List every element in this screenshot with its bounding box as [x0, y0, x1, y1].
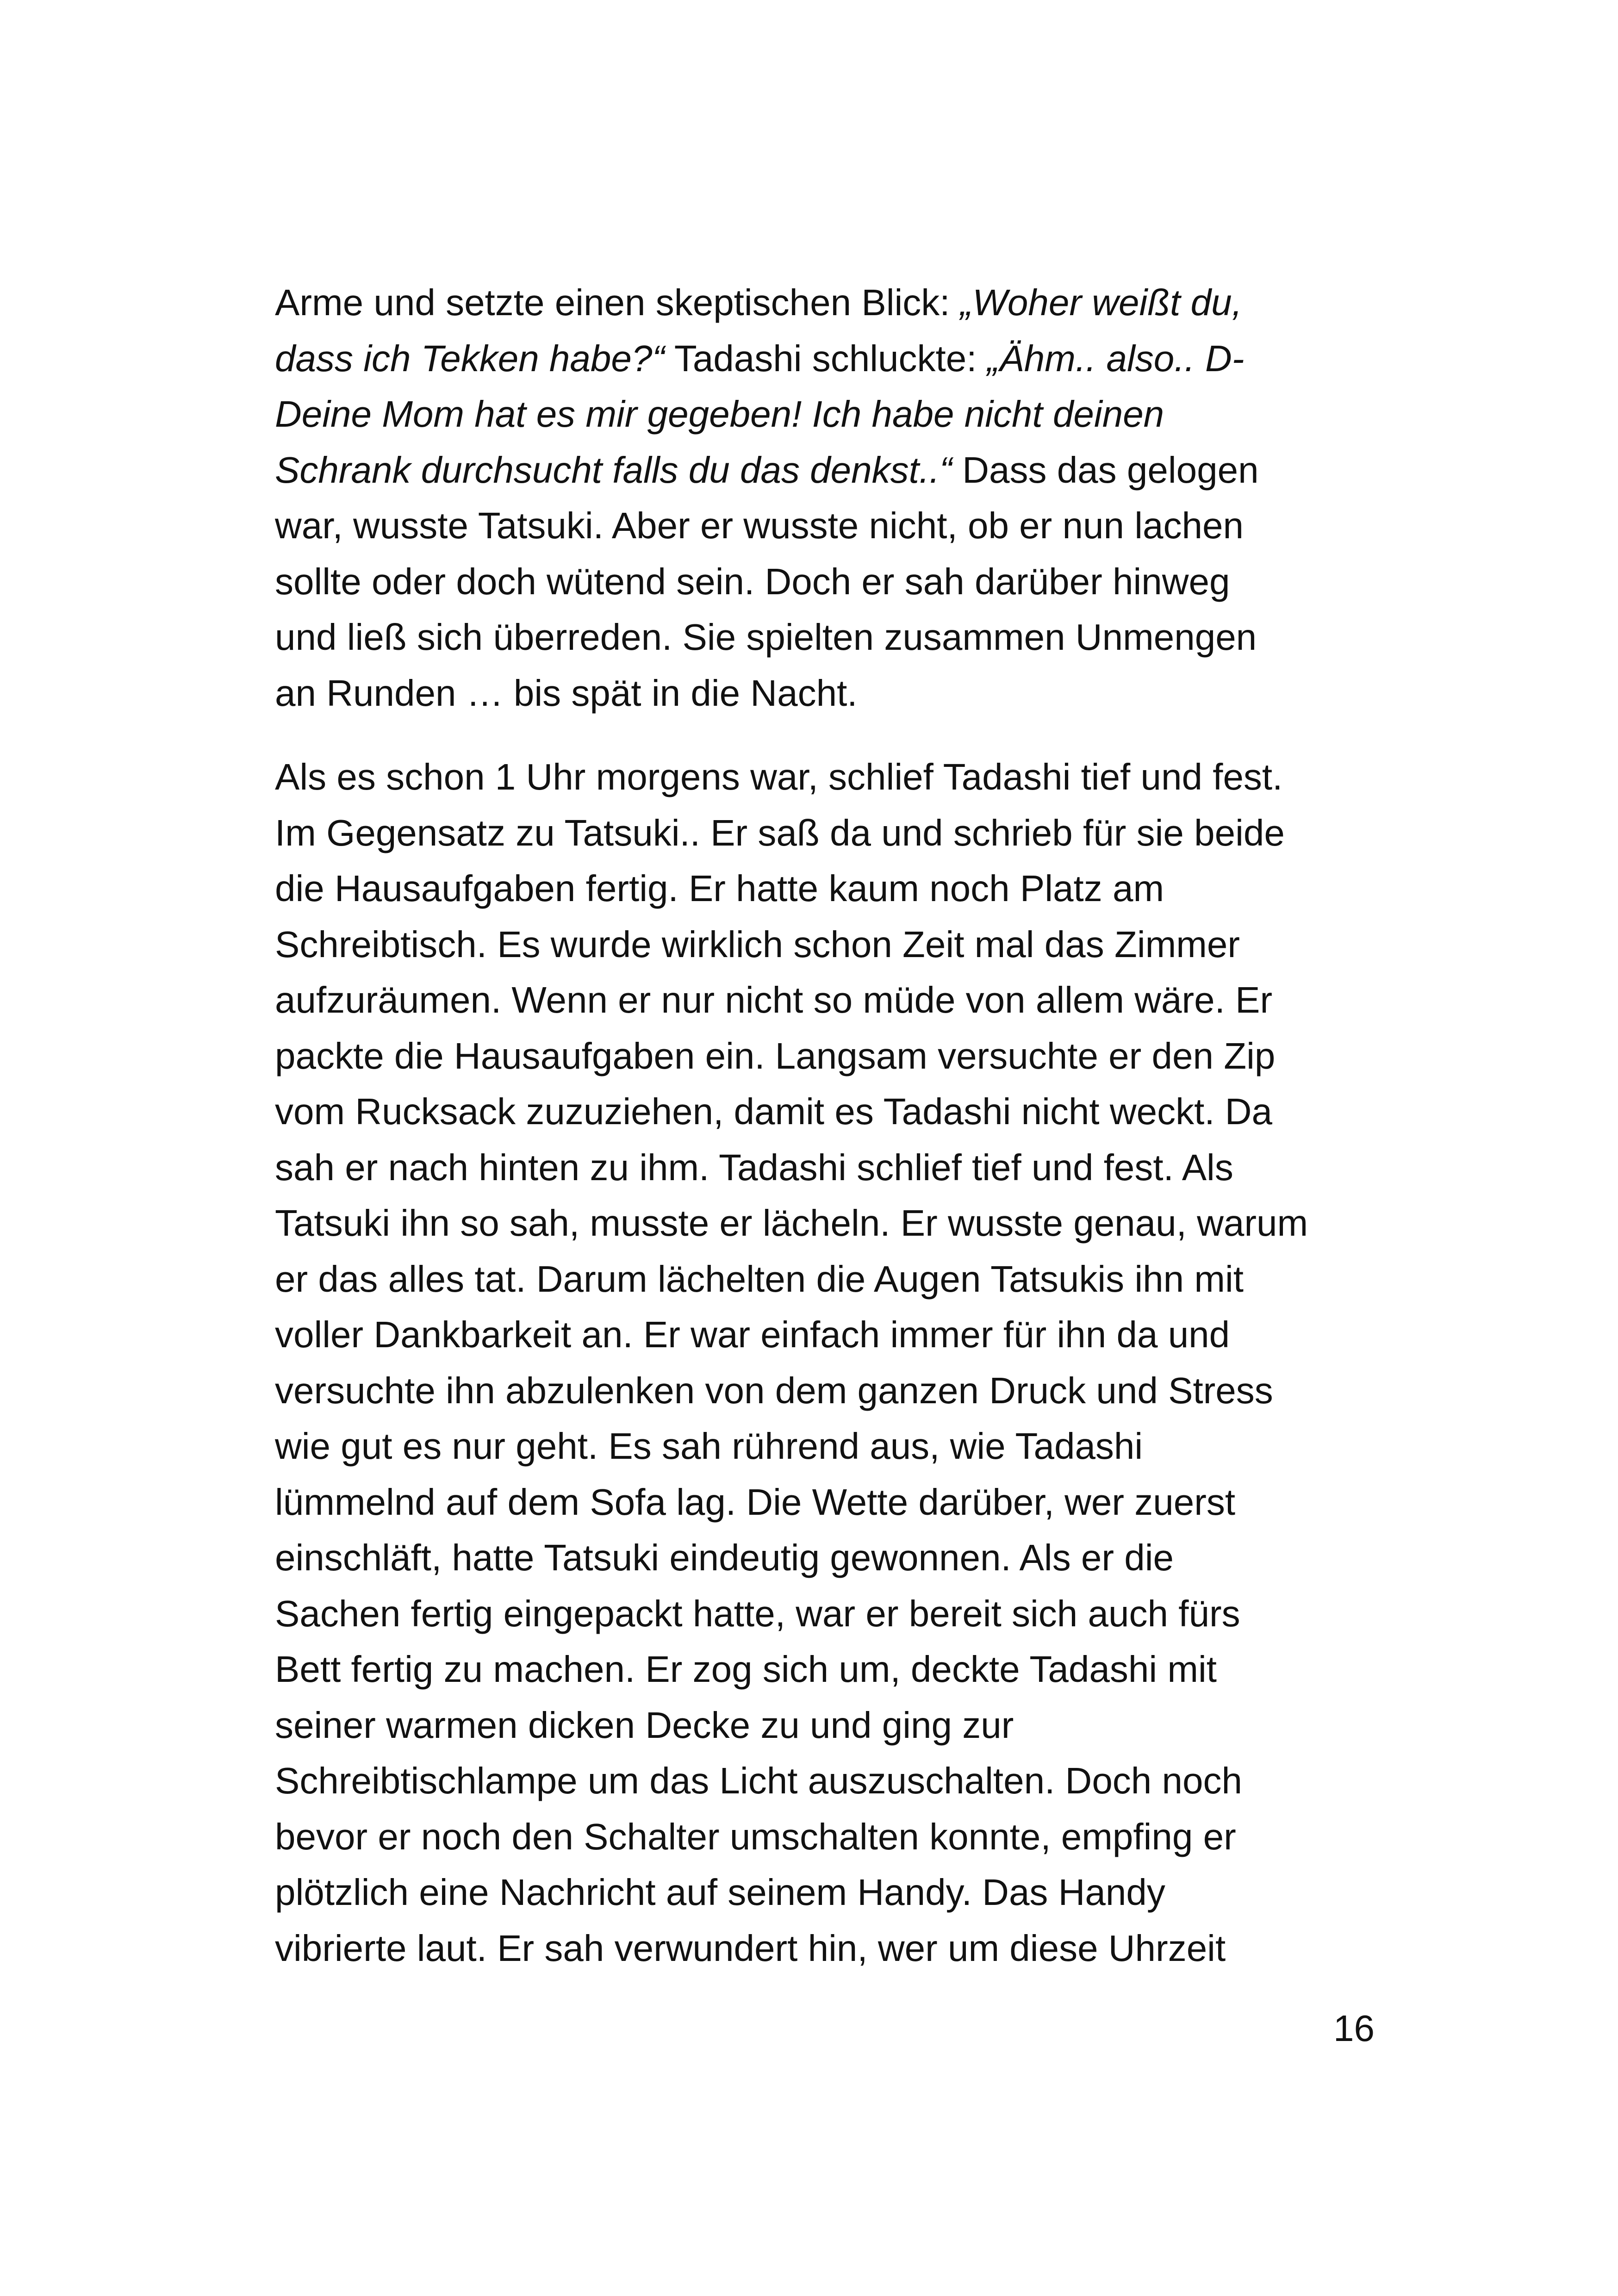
- text-line: [275, 554, 1376, 610]
- dialogue-segment: Schrank durchsucht falls du das denkst..“: [275, 449, 952, 491]
- text-segment: Schreibtischlampe um das Licht auszuschalten. Doch noch: [275, 1760, 1242, 1801]
- text-segment: und ließ sich überreden. Sie spielten zusammen Unmengen: [275, 616, 1257, 658]
- text-segment: lümmelnd auf dem Sofa lag. Die Wette darüber, wer zuerst: [275, 1481, 1236, 1523]
- text-segment: er das alles tat. Darum lächelten die Augen Tatsukis ihn mit: [275, 1258, 1244, 1300]
- text-line: [275, 498, 1376, 554]
- text-line: [275, 331, 1376, 387]
- text-segment: seiner warmen dicken Decke zu und ging zur: [275, 1704, 1014, 1746]
- text-segment: Arme und setzte einen skeptischen Blick:: [275, 282, 960, 323]
- text-line: [275, 1530, 1376, 1586]
- text-line: [275, 610, 1376, 666]
- text-segment: die Hausaufgaben fertig. Er hatte kaum noch Platz am: [275, 868, 1164, 909]
- text-segment: voller Dankbarkeit an. Er war einfach immer für ihn da und: [275, 1314, 1230, 1355]
- text-segment: aufzuräumen. Wenn er nur nicht so müde von allem wäre. Er: [275, 979, 1273, 1020]
- text-segment: Schreibtisch. Es wurde wirklich schon Zeit mal das Zimmer: [275, 923, 1240, 965]
- text-line: [275, 1865, 1376, 1921]
- paragraph-gap: [275, 721, 1376, 749]
- text-line: [275, 917, 1376, 973]
- text-segment: versuchte ihn abzulenken von dem ganzen Druck und Stress: [275, 1369, 1273, 1411]
- text-segment: Als es schon 1 Uhr morgens war, schlief Tadashi tief und fest.: [275, 756, 1283, 797]
- page-number: 16: [1333, 2008, 1375, 2049]
- text-line: [275, 1809, 1376, 1865]
- text-line: [275, 861, 1376, 917]
- text-line: [275, 386, 1376, 442]
- text-segment: packte die Hausaufgaben ein. Langsam versuchte er den Zip: [275, 1035, 1276, 1076]
- text-line: [275, 1475, 1376, 1531]
- text-line: [275, 972, 1376, 1028]
- text-line: [275, 749, 1376, 805]
- text-segment: wie gut es nur geht. Es sah rührend aus, wie Tadashi: [275, 1425, 1143, 1467]
- text-line: [275, 1028, 1376, 1084]
- text-line: [275, 1698, 1376, 1754]
- text-line: [275, 1419, 1376, 1475]
- text-segment: einschläft, hatte Tatsuki eindeutig gewonnen. Als er die: [275, 1537, 1174, 1578]
- text-segment: Im Gegensatz zu Tatsuki.. Er saß da und schrieb für sie beide: [275, 812, 1285, 853]
- dialogue-segment: Deine Mom hat es mir gegeben! Ich habe nicht deinen: [275, 393, 1164, 435]
- dialogue-segment: dass ich Tekken habe?“: [275, 337, 665, 379]
- text-segment: Dass das gelogen: [952, 449, 1259, 491]
- text-segment: war, wusste Tatsuki. Aber er wusste nicht, ob er nun lachen: [275, 505, 1244, 546]
- text-segment: Tatsuki ihn so sah, musste er lächeln. Er wusste genau, warum: [275, 1202, 1308, 1244]
- text-line: [275, 1586, 1376, 1642]
- text-segment: bevor er noch den Schalter umschalten konnte, empfing er: [275, 1816, 1236, 1857]
- text-line: [275, 1921, 1376, 1977]
- text-line: [275, 442, 1376, 498]
- dialogue-segment: „Ähm.. also.. D-: [987, 337, 1245, 379]
- text-segment: vibrierte laut. Er sah verwundert hin, wer um diese Uhrzeit: [275, 1927, 1226, 1969]
- paragraph: [275, 749, 1376, 1976]
- text-line: [275, 666, 1376, 722]
- text-line: [275, 1195, 1376, 1251]
- text-line: [275, 1307, 1376, 1363]
- text-line: [275, 1251, 1376, 1307]
- text-line: [275, 1084, 1376, 1140]
- text-segment: sah er nach hinten zu ihm. Tadashi schlief tief und fest. Als: [275, 1146, 1233, 1188]
- text-segment: Bett fertig zu machen. Er zog sich um, deckte Tadashi mit: [275, 1649, 1217, 1690]
- text-segment: sollte oder doch wütend sein. Doch er sah darüber hinweg: [275, 560, 1230, 602]
- text-segment: an Runden … bis spät in die Nacht.: [275, 672, 858, 714]
- text-line: [275, 1140, 1376, 1196]
- text-segment: plötzlich eine Nachricht auf seinem Handy. Das Handy: [275, 1872, 1165, 1913]
- dialogue-segment: „Woher weißt du,: [960, 282, 1242, 323]
- text-line: [275, 1753, 1376, 1809]
- text-segment: Sachen fertig eingepackt hatte, war er bereit sich auch fürs: [275, 1593, 1240, 1634]
- text-line: [275, 275, 1376, 331]
- text-line: [275, 1363, 1376, 1419]
- text-line: [275, 1642, 1376, 1698]
- text-segment: Tadashi schluckte:: [665, 337, 987, 379]
- text-line: [275, 805, 1376, 861]
- text-segment: vom Rucksack zuzuziehen, damit es Tadashi nicht weckt. Da: [275, 1091, 1273, 1132]
- body-text: [275, 275, 1376, 1976]
- paragraph: [275, 275, 1376, 721]
